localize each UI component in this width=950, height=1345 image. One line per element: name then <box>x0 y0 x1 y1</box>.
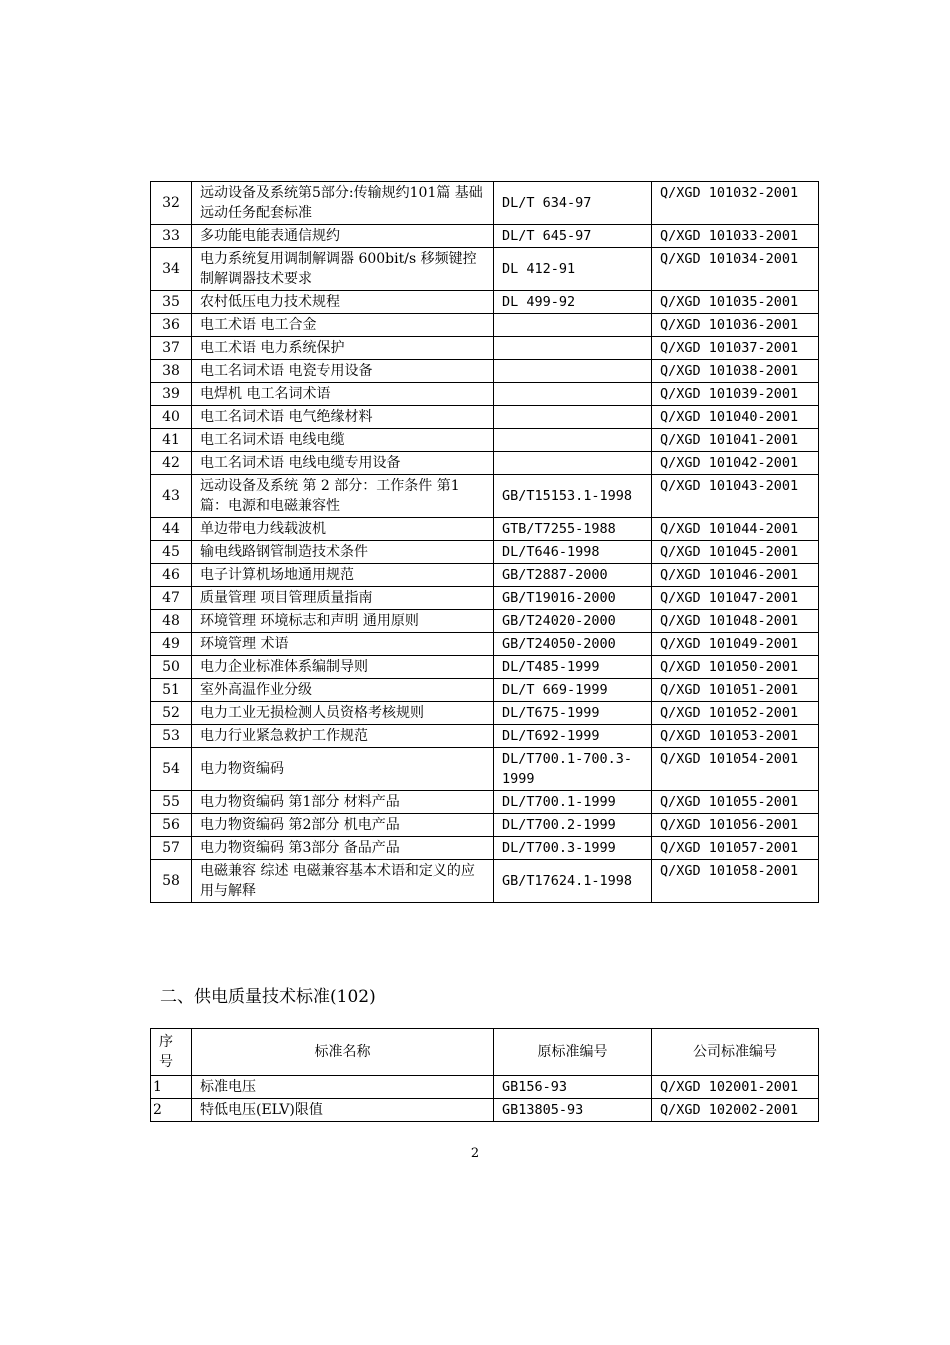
original-standard-code <box>494 360 652 383</box>
table-row <box>151 860 819 903</box>
company-standard-code: Q/XGD 101051-2001 <box>652 679 819 702</box>
table-row <box>151 610 819 633</box>
row-number: 57 <box>151 837 192 860</box>
standard-name: 输电线路钢管制造技术条件 <box>192 541 494 564</box>
table-row <box>151 337 819 360</box>
company-standard-code: Q/XGD 101055-2001 <box>652 791 819 814</box>
table-row <box>151 314 819 337</box>
original-standard-code: DL/T700.1-1999 <box>494 791 652 814</box>
company-standard-code: Q/XGD 101045-2001 <box>652 541 819 564</box>
original-standard-code: GB/T2887-2000 <box>494 564 652 587</box>
company-standard-code: Q/XGD 101046-2001 <box>652 564 819 587</box>
original-standard-code: DL/T 645-97 <box>494 225 652 248</box>
header-no: 序号 <box>151 1029 192 1076</box>
company-standard-code: Q/XGD 101036-2001 <box>652 314 819 337</box>
company-standard-code: Q/XGD 101040-2001 <box>652 406 819 429</box>
standard-name: 农村低压电力技术规程 <box>192 291 494 314</box>
standard-name: 标准电压 <box>192 1076 494 1099</box>
power-quality-table-body <box>151 1076 819 1122</box>
company-standard-code: Q/XGD 101047-2001 <box>652 587 819 610</box>
row-number: 40 <box>151 406 192 429</box>
section-heading: 二、供电质量技术标准(102) <box>160 987 376 1007</box>
row-number: 41 <box>151 429 192 452</box>
table-row <box>151 225 819 248</box>
standard-name: 远动设备及系统 第 2 部分：工作条件 第1篇：电源和电磁兼容性 <box>192 475 494 518</box>
standard-name: 远动设备及系统第5部分:传输规约101篇 基础远动任务配套标准 <box>192 182 494 225</box>
standard-name: 电工术语 电工合金 <box>192 314 494 337</box>
original-standard-code: GB/T24020-2000 <box>494 610 652 633</box>
table-row <box>151 541 819 564</box>
original-standard-code: GB/T15153.1-1998 <box>494 475 652 518</box>
row-number: 56 <box>151 814 192 837</box>
table-header-row <box>151 1029 819 1076</box>
row-number: 58 <box>151 860 192 903</box>
original-standard-code <box>494 429 652 452</box>
standard-name: 电子计算机场地通用规范 <box>192 564 494 587</box>
table-row <box>151 679 819 702</box>
table-row <box>151 475 819 518</box>
company-standard-code: Q/XGD 102001-2001 <box>652 1076 819 1099</box>
standard-name: 单边带电力线载波机 <box>192 518 494 541</box>
standards-table-body <box>151 182 819 903</box>
original-standard-code: GB/T17624.1-1998 <box>494 860 652 903</box>
table-row <box>151 1099 819 1122</box>
row-number: 49 <box>151 633 192 656</box>
company-standard-code: Q/XGD 101058-2001 <box>652 860 819 903</box>
standards-table-continued <box>150 181 819 903</box>
standard-name: 质量管理 项目管理质量指南 <box>192 587 494 610</box>
table-row <box>151 837 819 860</box>
company-standard-code: Q/XGD 102002-2001 <box>652 1099 819 1122</box>
original-standard-code <box>494 452 652 475</box>
table-row <box>151 518 819 541</box>
company-standard-code: Q/XGD 101056-2001 <box>652 814 819 837</box>
standard-name: 电力物资编码 第3部分 备品产品 <box>192 837 494 860</box>
company-standard-code: Q/XGD 101032-2001 <box>652 182 819 225</box>
table-row <box>151 383 819 406</box>
standard-name: 电工名词术语 电瓷专用设备 <box>192 360 494 383</box>
standard-name: 电力行业紧急救护工作规范 <box>192 725 494 748</box>
table-row <box>151 406 819 429</box>
table-row <box>151 791 819 814</box>
table-row <box>151 748 819 791</box>
company-standard-code: Q/XGD 101048-2001 <box>652 610 819 633</box>
original-standard-code: DL/T700.1-700.3-1999 <box>494 748 652 791</box>
company-standard-code: Q/XGD 101035-2001 <box>652 291 819 314</box>
table-row <box>151 656 819 679</box>
company-standard-code: Q/XGD 101044-2001 <box>652 518 819 541</box>
row-number: 35 <box>151 291 192 314</box>
standard-name: 特低电压(ELV)限值 <box>192 1099 494 1122</box>
table-row <box>151 633 819 656</box>
original-standard-code: DL/T700.3-1999 <box>494 837 652 860</box>
standard-name: 室外高温作业分级 <box>192 679 494 702</box>
table-row <box>151 248 819 291</box>
standard-name: 多功能电能表通信规约 <box>192 225 494 248</box>
standard-name: 电力物资编码 <box>192 748 494 791</box>
company-standard-code: Q/XGD 101043-2001 <box>652 475 819 518</box>
company-standard-code: Q/XGD 101042-2001 <box>652 452 819 475</box>
original-standard-code: DL/T675-1999 <box>494 702 652 725</box>
original-standard-code: DL/T485-1999 <box>494 656 652 679</box>
company-standard-code: Q/XGD 101053-2001 <box>652 725 819 748</box>
original-standard-code: DL/T646-1998 <box>494 541 652 564</box>
table-row <box>151 291 819 314</box>
standard-name: 电磁兼容 综述 电磁兼容基本术语和定义的应用与解释 <box>192 860 494 903</box>
standard-name: 电工名词术语 电线电缆专用设备 <box>192 452 494 475</box>
original-standard-code: GTB/T7255-1988 <box>494 518 652 541</box>
original-standard-code <box>494 337 652 360</box>
row-number: 32 <box>151 182 192 225</box>
table-row <box>151 814 819 837</box>
company-standard-code: Q/XGD 101052-2001 <box>652 702 819 725</box>
row-number: 39 <box>151 383 192 406</box>
company-standard-code: Q/XGD 101033-2001 <box>652 225 819 248</box>
power-quality-standards-table <box>150 1028 819 1122</box>
standard-name: 电力工业无损检测人员资格考核规则 <box>192 702 494 725</box>
standard-name: 环境管理 环境标志和声明 通用原则 <box>192 610 494 633</box>
row-number: 2 <box>151 1099 192 1122</box>
standard-name: 电工名词术语 电线电缆 <box>192 429 494 452</box>
table-row <box>151 1076 819 1099</box>
row-number: 36 <box>151 314 192 337</box>
row-number: 37 <box>151 337 192 360</box>
row-number: 54 <box>151 748 192 791</box>
row-number: 50 <box>151 656 192 679</box>
table-row <box>151 429 819 452</box>
table-row <box>151 452 819 475</box>
row-number: 51 <box>151 679 192 702</box>
standard-name: 环境管理 术语 <box>192 633 494 656</box>
standard-name: 电工名词术语 电气绝缘材料 <box>192 406 494 429</box>
company-standard-code: Q/XGD 101054-2001 <box>652 748 819 791</box>
original-standard-code: GB/T19016-2000 <box>494 587 652 610</box>
row-number: 48 <box>151 610 192 633</box>
table-row <box>151 725 819 748</box>
row-number: 42 <box>151 452 192 475</box>
original-standard-code: GB13805-93 <box>494 1099 652 1122</box>
original-standard-code: GB/T24050-2000 <box>494 633 652 656</box>
row-number: 47 <box>151 587 192 610</box>
row-number: 33 <box>151 225 192 248</box>
row-number: 34 <box>151 248 192 291</box>
standard-name: 电力物资编码 第2部分 机电产品 <box>192 814 494 837</box>
header-name: 标准名称 <box>192 1029 494 1076</box>
table-row <box>151 587 819 610</box>
standard-name: 电力物资编码 第1部分 材料产品 <box>192 791 494 814</box>
row-number: 53 <box>151 725 192 748</box>
row-number: 43 <box>151 475 192 518</box>
company-standard-code: Q/XGD 101038-2001 <box>652 360 819 383</box>
row-number: 45 <box>151 541 192 564</box>
original-standard-code <box>494 314 652 337</box>
standard-name: 电力系统复用调制解调器 600bit/s 移频键控制解调器技术要求 <box>192 248 494 291</box>
row-number: 55 <box>151 791 192 814</box>
company-standard-code: Q/XGD 101037-2001 <box>652 337 819 360</box>
row-number: 38 <box>151 360 192 383</box>
company-standard-code: Q/XGD 101057-2001 <box>652 837 819 860</box>
row-number: 52 <box>151 702 192 725</box>
original-standard-code: DL 499-92 <box>494 291 652 314</box>
original-standard-code: DL/T700.2-1999 <box>494 814 652 837</box>
table-row <box>151 182 819 225</box>
header-orig: 原标准编号 <box>494 1029 652 1076</box>
company-standard-code: Q/XGD 101049-2001 <box>652 633 819 656</box>
original-standard-code: GB156-93 <box>494 1076 652 1099</box>
original-standard-code <box>494 383 652 406</box>
company-standard-code: Q/XGD 101039-2001 <box>652 383 819 406</box>
page-number: 2 <box>470 1146 480 1161</box>
original-standard-code: DL 412-91 <box>494 248 652 291</box>
table-row <box>151 702 819 725</box>
table-row <box>151 564 819 587</box>
company-standard-code: Q/XGD 101050-2001 <box>652 656 819 679</box>
row-number: 44 <box>151 518 192 541</box>
original-standard-code: DL/T 669-1999 <box>494 679 652 702</box>
standard-name: 电工术语 电力系统保护 <box>192 337 494 360</box>
standard-name: 电力企业标准体系编制导则 <box>192 656 494 679</box>
company-standard-code: Q/XGD 101041-2001 <box>652 429 819 452</box>
original-standard-code <box>494 406 652 429</box>
standard-name: 电焊机 电工名词术语 <box>192 383 494 406</box>
table-row <box>151 360 819 383</box>
original-standard-code: DL/T 634-97 <box>494 182 652 225</box>
original-standard-code: DL/T692-1999 <box>494 725 652 748</box>
header-company: 公司标准编号 <box>652 1029 819 1076</box>
row-number: 46 <box>151 564 192 587</box>
row-number: 1 <box>151 1076 192 1099</box>
company-standard-code: Q/XGD 101034-2001 <box>652 248 819 291</box>
